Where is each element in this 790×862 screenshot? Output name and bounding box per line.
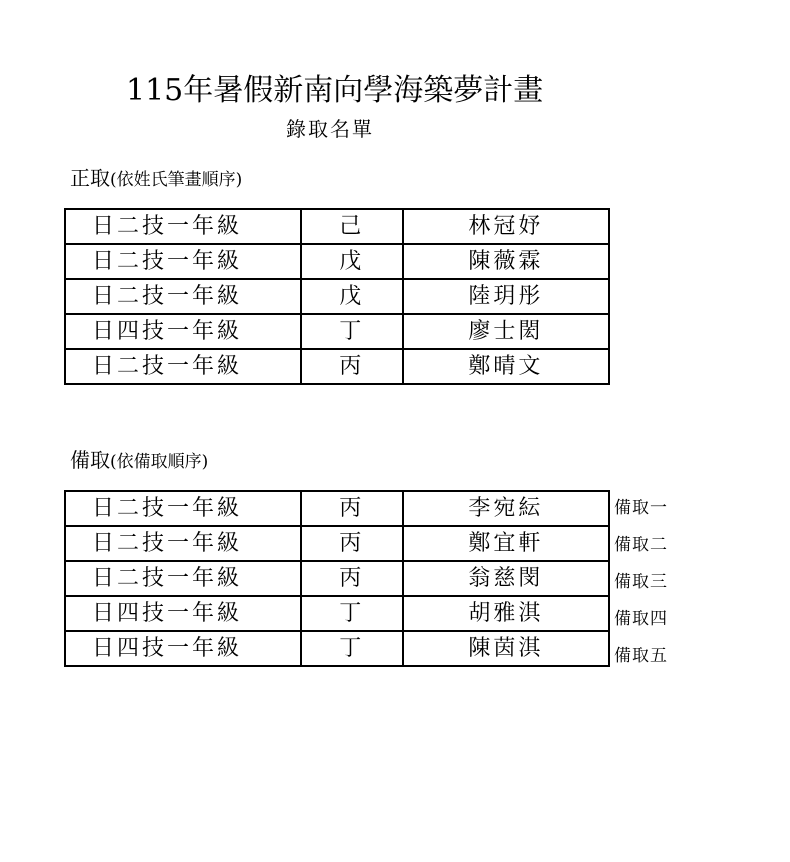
class-cell: 日二技一年級 — [65, 209, 301, 244]
grade-cell: 丁 — [301, 314, 403, 349]
reserve-rank-label: 備取三 — [614, 572, 668, 592]
grade-cell: 丁 — [301, 631, 403, 666]
reserve-rank-label: 備取二 — [614, 535, 668, 555]
table-row — [65, 314, 609, 349]
primary-section-heading — [70, 165, 242, 193]
class-cell: 日四技一年級 — [65, 314, 301, 349]
student-name-cell: 鄭宜軒 — [403, 526, 609, 561]
class-cell: 日二技一年級 — [65, 349, 301, 384]
class-cell: 日二技一年級 — [65, 279, 301, 314]
grade-cell: 戊 — [301, 279, 403, 314]
reserve-section-heading — [70, 447, 208, 475]
student-name-cell: 翁慈閔 — [403, 561, 609, 596]
student-name-cell: 廖士閎 — [403, 314, 609, 349]
reserve-heading-note: (依備取順序) — [110, 452, 209, 472]
grade-cell: 丙 — [301, 349, 403, 384]
grade-cell: 丙 — [301, 561, 403, 596]
student-name-cell: 陳茵淇 — [403, 631, 609, 666]
primary-heading-note: (依姓氏筆畫順序) — [110, 170, 243, 190]
class-cell: 日四技一年級 — [65, 631, 301, 666]
class-cell: 日四技一年級 — [65, 596, 301, 631]
primary-heading-main: 正取 — [70, 166, 110, 190]
table-row — [65, 349, 609, 384]
grade-cell: 丙 — [301, 526, 403, 561]
grade-cell: 丙 — [301, 491, 403, 526]
table-row — [65, 561, 609, 596]
student-name-cell: 胡雅淇 — [403, 596, 609, 631]
table-row — [65, 631, 609, 666]
reserve-rank-labels — [614, 490, 668, 675]
primary-admission-table — [64, 208, 610, 385]
student-name-cell: 鄭晴文 — [403, 349, 609, 384]
table-row — [65, 526, 609, 561]
class-cell: 日二技一年級 — [65, 491, 301, 526]
grade-cell: 己 — [301, 209, 403, 244]
reserve-rank-label: 備取一 — [614, 498, 668, 518]
table-row — [65, 491, 609, 526]
class-cell: 日二技一年級 — [65, 526, 301, 561]
table-row — [65, 279, 609, 314]
grade-cell: 戊 — [301, 244, 403, 279]
table-row — [65, 209, 609, 244]
table-row — [65, 244, 609, 279]
reserve-admission-table — [64, 490, 610, 667]
class-cell: 日二技一年級 — [65, 244, 301, 279]
grade-cell: 丁 — [301, 596, 403, 631]
reserve-rank-label: 備取五 — [614, 646, 668, 666]
student-name-cell: 陸玥彤 — [403, 279, 609, 314]
document-subtitle: 錄取名單 — [286, 117, 374, 141]
class-cell: 日二技一年級 — [65, 561, 301, 596]
reserve-rank-label: 備取四 — [614, 609, 668, 629]
student-name-cell: 李宛紜 — [403, 491, 609, 526]
document-title: 115年暑假新南向學海築夢計畫 — [126, 73, 544, 108]
table-row — [65, 596, 609, 631]
reserve-heading-main: 備取 — [70, 448, 110, 472]
student-name-cell: 陳薇霖 — [403, 244, 609, 279]
student-name-cell: 林冠妤 — [403, 209, 609, 244]
